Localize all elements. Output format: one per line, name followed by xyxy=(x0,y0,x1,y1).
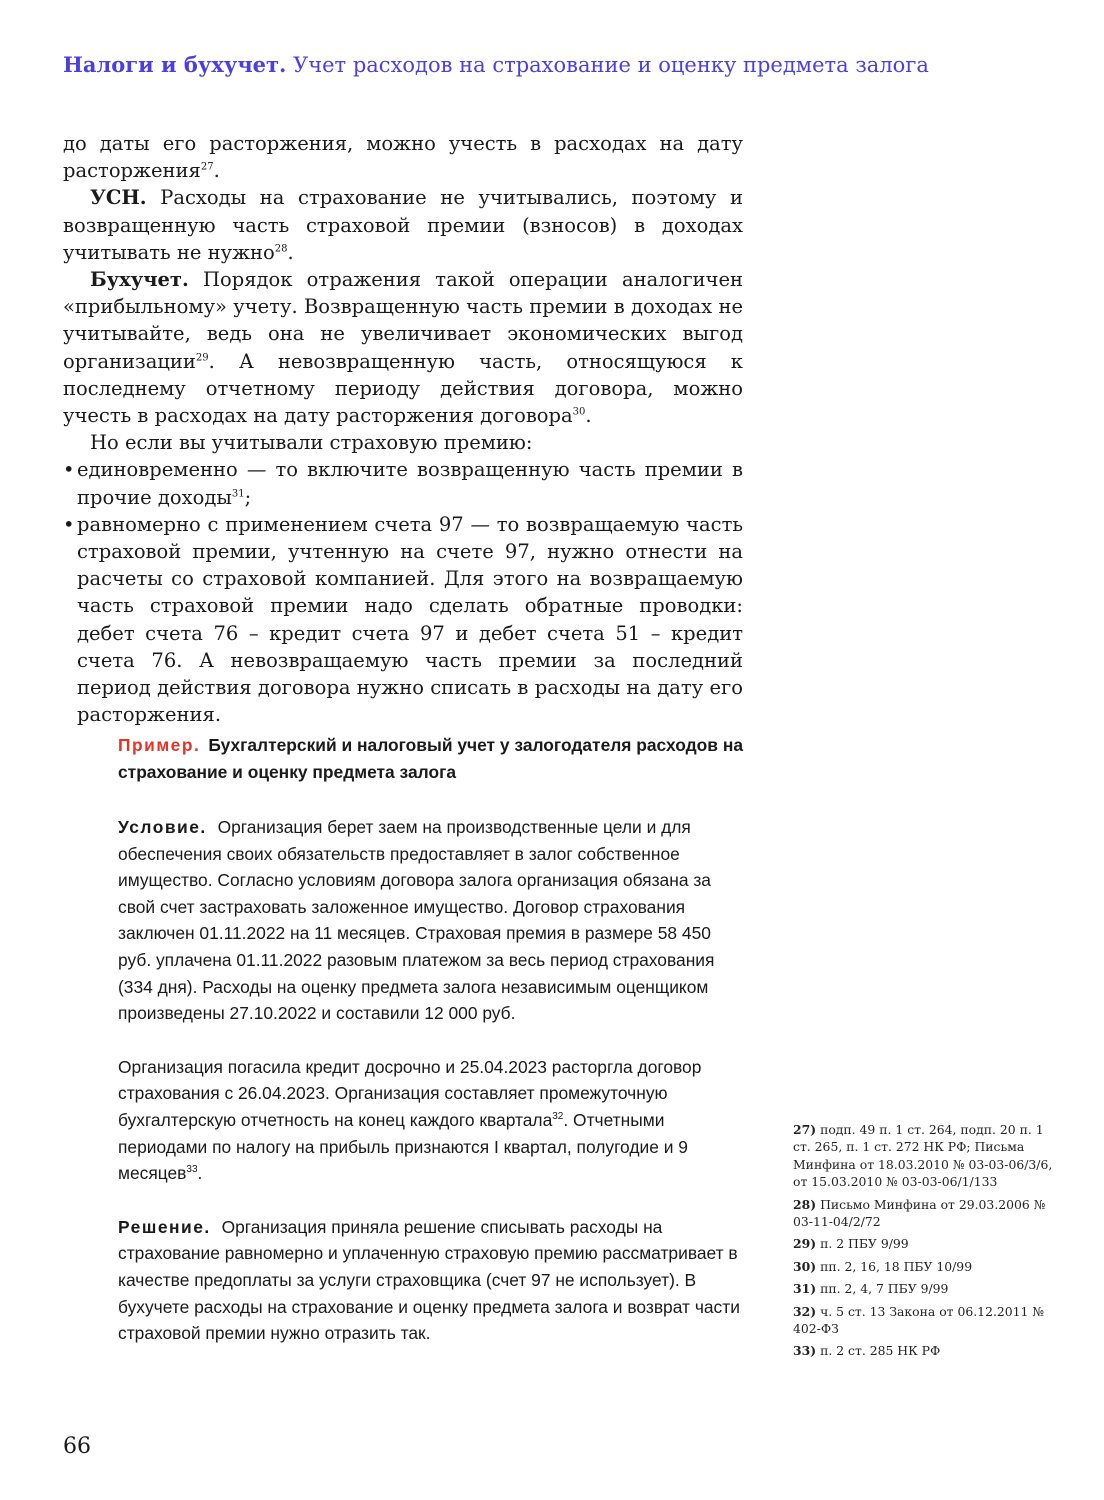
main-text xyxy=(63,130,743,728)
footnotes xyxy=(793,1121,1053,1365)
footnote-ref: 29 xyxy=(195,352,209,364)
example-condition: Условие. Организация берет заем на производственные цели и для обеспечения своих обязательств предоставляет в залог собственное имущество. Согласно условиям договора залога организация обязана за свой счет застраховать заложенное имущество. Договор страхования заключен 01.11.2022 на 11 месяцев. Страховая премия в размере 58 450 руб. уплачена 01.11.2022 разовым платежом за весь период страхования (334 дня). Расходы на оценку предмета залога независимым оценщиком произведены 27.10.2022 и составили 12 000 руб. xyxy=(118,817,715,1024)
footnote-ref: 33 xyxy=(186,1164,198,1176)
list-item: • равномерно с применением счета 97 — то возвращаемую часть страховой премии, учтенную на счете 97, нужно отнести на расчеты со страховой компанией. Для этого на возвращаемую часть страховой премии надо сделать обратные проводки: дебет счета 76 – кредит счета 97 и дебет счета 51 – кредит счета 76. А невозвращаемую часть премии за последний период действия договора нужно списать в расходы на дату его расторжения. xyxy=(63,511,743,729)
header-title: Учет расходов на страхование и оценку предмета залога xyxy=(293,53,929,77)
condition-label: Условие. xyxy=(118,817,207,837)
footnote: 31) пп. 2, 4, 7 ПБУ 9/99 xyxy=(793,1281,949,1297)
header-section: Налоги и бухучет. xyxy=(63,52,287,77)
footnote: 29) п. 2 ПБУ 9/99 xyxy=(793,1236,909,1252)
footnote: 27) подп. 49 п. 1 ст. 264, подп. 20 п. 1 ст. 265, п. 1 ст. 272 НК РФ; Письма Минфина от 18.03.2010 № 03-03-06/3/6, от 15.03.2010 № 03-03-06/1/133 xyxy=(793,1122,1053,1190)
list-item: • единовременно — то включите возвращенную часть премии в прочие доходы$^{31}$; xyxy=(63,456,743,510)
lead-usn: УСН. xyxy=(90,186,147,210)
paragraph-accounting: Бухучет. Порядок отражения такой операции аналогичен «прибыльному» учету. Возвращенную часть премии в доходах не учитывайте, ведь она не увеличивает экономических выгод организации$^{29}$. А невозвращенную часть, относящуюся к последнему отчетному периоду действия договора, можно учесть в расходах на дату расторжения договора$^{30}$. xyxy=(63,268,743,428)
footnote-ref: 28 xyxy=(274,243,288,255)
footnote: 32) ч. 5 ст. 13 Закона от 06.12.2011 № 402-ФЗ xyxy=(793,1303,1045,1337)
paragraph-1: до даты его расторжения, можно учесть в расходах на дату расторжения$^{27}$. xyxy=(63,132,743,183)
footnote: 30) пп. 2, 16, 18 ПБУ 10/99 xyxy=(793,1258,973,1274)
paragraph-intro-list: Но если вы учитывали страховую премию: xyxy=(90,431,533,455)
footnote-ref: 32 xyxy=(552,1111,564,1123)
example-title: Пример. Бухгалтерский и налоговый учет у залогодателя расходов на страхование и оценку предмета залога xyxy=(118,735,743,782)
running-header xyxy=(63,52,1063,77)
example-paragraph-2: Организация погасила кредит досрочно и 25.04.2023 расторгла договор страхования с 26.04.2023. Организация составляет промежуточную бухгалтерскую отчетность на конец каждого квартала$^{32}$. Отчетными периодами по налогу на прибыль признаются I квартал, полугодие и 9 месяцев$^{33}$. xyxy=(118,1056,702,1184)
footnote-ref: 30 xyxy=(572,406,586,418)
lead-accounting: Бухучет. xyxy=(90,268,189,292)
footnote-ref: 27 xyxy=(200,161,214,173)
example-solution: Решение. Организация приняла решение списывать расходы на страхование равномерно и уплаченную страховую премию рассматривает в качестве предоплаты за услуги страховщика (счет 97 не использует). В бухучете расходы на страхование и оценку предмета залога и возврат части страховой премии нужно отразить так. xyxy=(118,1216,740,1344)
footnote: 28) Письмо Минфина от 29.03.2006 № 03-11-04/2/72 xyxy=(793,1196,1046,1230)
bullet-list xyxy=(63,456,743,728)
example-box xyxy=(118,732,743,1347)
example-label: Пример. xyxy=(118,735,201,755)
paragraph-usn: УСН. Расходы на страхование не учитывались, поэтому и возвращенную часть страховой премии (взносов) в доходах учитывать не нужно$^{28}$. xyxy=(63,186,743,264)
solution-label: Решение. xyxy=(118,1216,211,1237)
footnote-ref: 31 xyxy=(231,488,245,500)
footnote: 33) п. 2 ст. 285 НК РФ xyxy=(793,1343,941,1359)
page-number: 66 xyxy=(63,1434,91,1459)
